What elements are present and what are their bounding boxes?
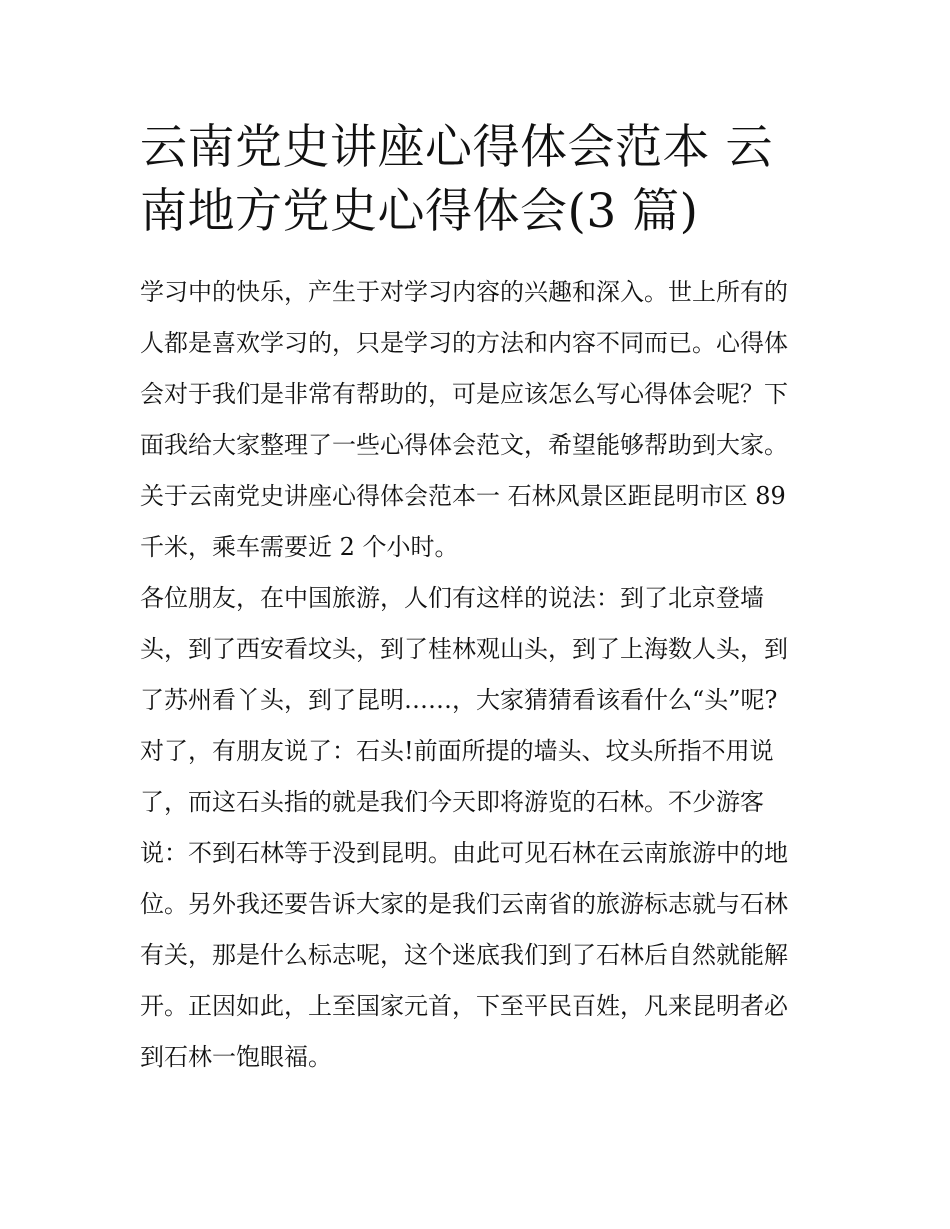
text-line: 了苏州看丫头，到了昆明……，大家猜猜看该看什么“头”呢? <box>140 686 778 714</box>
text-line: 位。另外我还要告诉大家的是我们云南省的旅游标志就与石林 <box>140 890 788 918</box>
text-line: 了，而这石头指的就是我们今天即将游览的石林。不少游客 <box>140 788 764 816</box>
text-line: 人都是喜欢学习的，只是学习的方法和内容不同而已。心得体 <box>140 329 788 357</box>
text-line: 头，到了西安看坟头，到了桂林观山头，到了上海数人头，到 <box>140 635 788 663</box>
text-line: 学习中的快乐，产生于对学习内容的兴趣和深入。世上所有的 <box>140 278 788 306</box>
paragraph-intro <box>140 267 815 471</box>
text-line: 开。正因如此，上至国家元首，下至平民百姓，凡来昆明者必 <box>140 992 788 1020</box>
title-line-2: 南地方党史心得体会(3 篇) <box>140 184 699 239</box>
text-line: 有关，那是什么标志呢，这个迷底我们到了石林后自然就能解 <box>140 941 788 969</box>
text-line: 千米，乘车需要近 2 个小时。 <box>140 533 459 561</box>
document-content <box>140 116 815 1083</box>
text-line: 对了，有朋友说了：石头!前面所提的墙头、坟头所指不用说 <box>140 737 774 765</box>
paragraph-stone-forest <box>140 573 815 1083</box>
title-line-1: 云南党史讲座心得体会范本 云 <box>140 120 773 175</box>
text-line: 到石林一饱眼福。 <box>140 1043 332 1071</box>
text-line: 面我给大家整理了一些心得体会范文，希望能够帮助到大家。 <box>140 431 788 459</box>
text-line: 关于云南党史讲座心得体会范本一 石林风景区距昆明市区 89 <box>140 482 786 510</box>
paragraph-section-one <box>140 471 815 573</box>
text-line: 各位朋友，在中国旅游，人们有这样的说法：到了北京登墙 <box>140 584 764 612</box>
text-line: 会对于我们是非常有帮助的，可是应该怎么写心得体会呢？下 <box>140 380 788 408</box>
document-title <box>140 116 815 244</box>
text-line: 说：不到石林等于没到昆明。由此可见石林在云南旅游中的地 <box>140 839 788 867</box>
document-body <box>140 267 815 1083</box>
